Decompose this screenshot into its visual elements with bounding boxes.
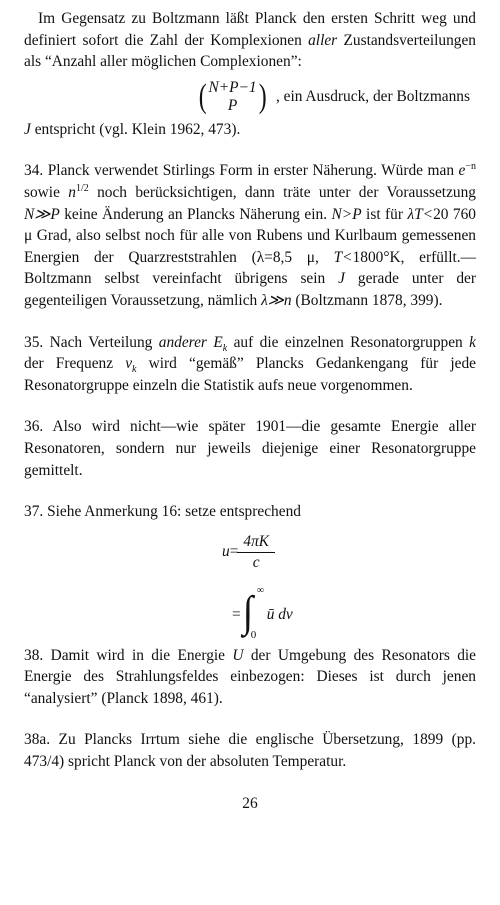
note-35: 35. Nach Verteilung anderer $E_k$ auf die einzelnen Resonatorgruppen k der Frequenz $\nu_k$ wird “gemäß” Plancks Gedankengang für jede Resonatorgruppe einzeln die Statistik aufs neue vorgenommen. bbox=[24, 333, 476, 394]
note-34: 34. Planck verwendet Stirlings Form in erster Näherung. Würde man $e^{-n}$ sowie $n^{1/2}$ noch berücksichtigen, dann träte unter der Voraussetzung N≫P keine Änderung an Plancks Näherung ein. N>P ist für λT<20 760 μ Grad, also selbst noch für alle von Rubens und Kurlbaum gemessenen Energien der Quarzreststrahlen (λ=8,5 μ, T<1800°K, erfüllt.—Boltzmann selbst vereinfacht übrigens sein J gerade unter der gegenteiligen Voraussetzung, nämlich λ≫n (Boltzmann 1878, 399). bbox=[24, 161, 477, 309]
equation-integral: = ∫ ∞ 0 ū dν bbox=[232, 584, 293, 641]
binomial-expression: ( N+P−1 P ) bbox=[198, 77, 267, 115]
note-37: 37. Siehe Anmerkung 16: setze entsprechend bbox=[24, 503, 301, 521]
intro-text-b: Zustandsverteilungen als “Anzahl aller möglichen Complexionen”: bbox=[24, 31, 476, 71]
integral-sign: ∫ ∞ 0 bbox=[242, 584, 264, 641]
document-page bbox=[24, 8, 476, 814]
equation-u: u = $\frac{4\pi K}{c}$ bbox=[222, 533, 272, 572]
note-36: 36. Also wird nicht—wie später 1901—die gesamte Energie aller Resonatoren, sondern nur jeweils diejenige einer Resonatorgruppe gemittelt. bbox=[24, 418, 476, 479]
intro-paragraph bbox=[24, 8, 476, 73]
page-number: 26 bbox=[242, 794, 258, 812]
binomial-caption: , ein Ausdruck, der Boltzmanns bbox=[275, 87, 470, 105]
binomial-top: N+P−1 bbox=[208, 78, 257, 96]
note-38: 38. Damit wird in die Energie U der Umgebung des Resonators die Energie des Strahlungsfeldes einbezogen: Dieses ist durch jenen “analysiert” (Planck 1898, 461). bbox=[24, 646, 477, 707]
fraction: $\frac{4\pi K}{c}$ bbox=[240, 533, 272, 572]
note-38a: 38a. Zu Plancks Irrtum siehe die englische Übersetzung, 1899 (pp. 473/4) spricht Planck von der absoluten Temperatur. bbox=[24, 731, 476, 771]
binomial-line bbox=[24, 75, 476, 119]
intro-aller: aller bbox=[308, 31, 338, 49]
intro-text-a: Im Gegensatz zu Boltzmann läßt Planck den ersten Schritt weg und definiert sofort die Zahl der Komplexionen bbox=[24, 10, 476, 49]
intro-conclusion: J entspricht (vgl. Klein 1962, 473). bbox=[24, 120, 241, 138]
equation-block bbox=[24, 527, 476, 645]
binomial-bottom: P bbox=[227, 96, 238, 114]
